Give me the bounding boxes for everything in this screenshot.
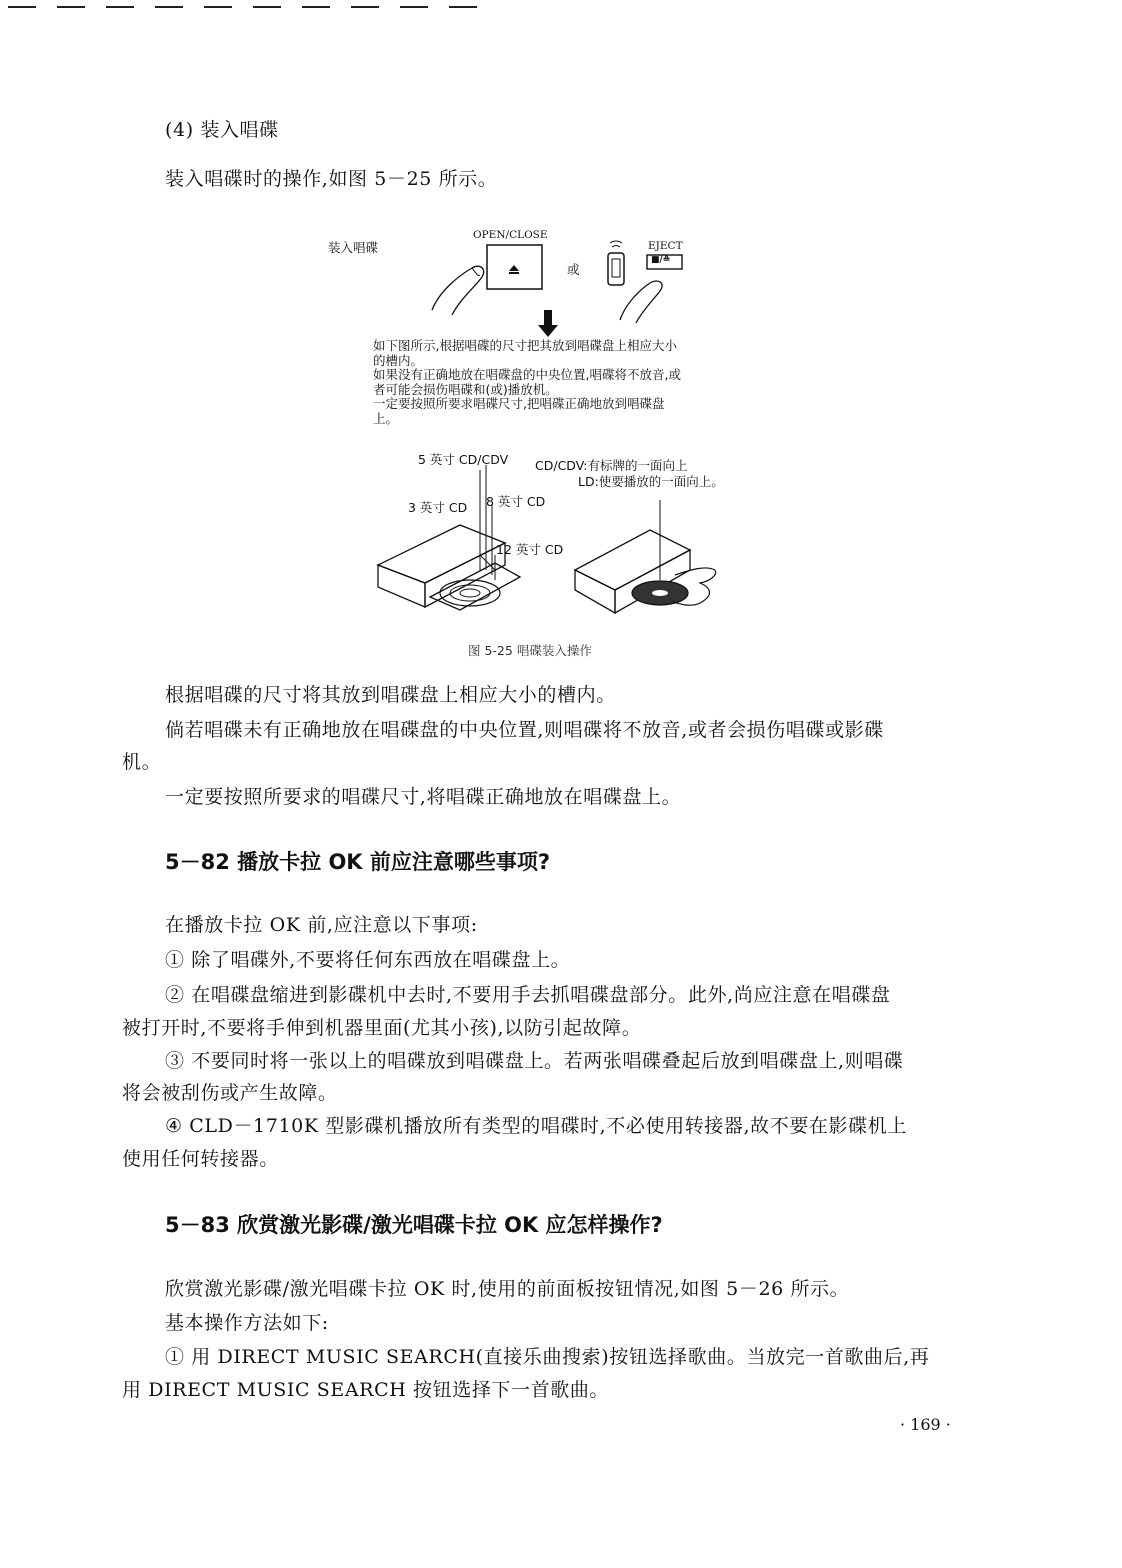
list-item: ① 除了唱碟外,不要将任何东西放在唱碟盘上。: [165, 949, 571, 971]
paragraph: 在播放卡拉 OK 前,应注意以下事项:: [165, 914, 478, 936]
paragraph: 根据唱碟的尺寸将其放到唱碟盘上相应大小的槽内。: [165, 684, 616, 706]
list-item-continued: 将会被刮伤或产生故障。: [122, 1082, 338, 1104]
player-open-tray-illustration: [378, 525, 520, 610]
figure-caption: 图 5-25 唱碟装入操作: [468, 643, 592, 658]
list-item: ③ 不要同时将一张以上的唱碟放到唱碟盘上。若两张唱碟叠起后放到唱碟盘上,则唱碟: [165, 1050, 904, 1072]
list-item-continued: 被打开时,不要将手伸到机器里面(尤其小孩),以防引起故障。: [122, 1017, 642, 1039]
top-dash-border: [8, 6, 477, 8]
figure-instructions: [373, 339, 681, 426]
intro-paragraph: 装入唱碟时的操作,如图 5－25 所示。: [165, 168, 498, 190]
paragraph: 一定要按照所要求的唱碟尺寸,将唱碟正确地放在唱碟盘上。: [165, 786, 682, 808]
player-insert-disc-illustration: [575, 530, 716, 613]
paragraph: 基本操作方法如下:: [165, 1312, 329, 1334]
instruction-line: 者可能会损伤唱碟和(或)播放机。: [373, 381, 558, 397]
list-item-continued: 用 DIRECT MUSIC SEARCH 按钮选择下一首歌曲。: [122, 1379, 610, 1401]
instruction-line: 上。: [373, 410, 399, 426]
heading-5-82: 5－82 播放卡拉 OK 前应注意哪些事项?: [165, 850, 551, 874]
finger-right-icon: [620, 281, 662, 323]
eject-triangle-icon: [509, 265, 519, 271]
down-arrow-icon: [538, 310, 558, 337]
list-item-continued: 使用任何转接器。: [122, 1148, 279, 1170]
paragraph: 欣赏激光影碟/激光唱碟卡拉 OK 时,使用的前面板按钮情况,如图 5－26 所示。: [165, 1278, 850, 1300]
label-12-inch-cd: 12 英寸 CD: [496, 542, 564, 557]
instruction-line: 一定要按照所要求唱碟尺寸,把唱碟正确地放到唱碟盘: [373, 396, 665, 411]
page-number: · 169 ·: [900, 1415, 951, 1434]
instruction-line: 如果没有正确地放在唱碟盘的中央位置,唱碟将不放音,或: [373, 367, 681, 382]
eject-label: EJECT: [648, 240, 683, 252]
heading-5-83: 5－83 欣赏激光影碟/激光唱碟卡拉 OK 应怎样操作?: [165, 1213, 663, 1237]
instruction-line: 如下图所示,根据唱碟的尺寸把其放到唱碟盘上相应大小: [373, 338, 677, 353]
eject-button-symbol: ■/≙: [651, 255, 671, 265]
figure-5-25: [320, 225, 800, 665]
label-ld-side: LD:使要播放的一面向上。: [578, 474, 724, 489]
label-3-inch-cd: 3 英寸 CD: [408, 500, 468, 515]
label-cd-side: CD/CDV:有标牌的一面向上: [535, 458, 688, 473]
open-close-label: OPEN/CLOSE: [473, 229, 548, 241]
list-item: ① 用 DIRECT MUSIC SEARCH(直接乐曲搜索)按钮选择歌曲。当放完一首歌曲后,再: [165, 1346, 930, 1368]
paragraph: 倘若唱碟未有正确地放在唱碟盘的中央位置,则唱碟将不放音,或者会损伤唱碟或影碟: [165, 719, 884, 741]
figure-illustration: [320, 225, 800, 665]
label-5-inch-cd: 5 英寸 CD/CDV: [418, 452, 509, 467]
section-subtitle: (4) 装入唱碟: [165, 119, 279, 141]
label-8-inch-cd: 8 英寸 CD: [486, 494, 546, 509]
load-disc-label: 装入唱碟: [328, 240, 379, 255]
remote-control-icon: [608, 253, 624, 285]
list-item: ② 在唱碟盘缩进到影碟机中去时,不要用手去抓唱碟盘部分。此外,尚应注意在唱碟盘: [165, 984, 891, 1006]
paragraph-continued: 机。: [122, 751, 162, 773]
list-item: ④ CLD－1710K 型影碟机播放所有类型的唱碟时,不必使用转接器,故不要在影碟机上: [165, 1115, 907, 1137]
or-label: 或: [567, 262, 580, 277]
instruction-line: 的槽内。: [373, 352, 424, 368]
